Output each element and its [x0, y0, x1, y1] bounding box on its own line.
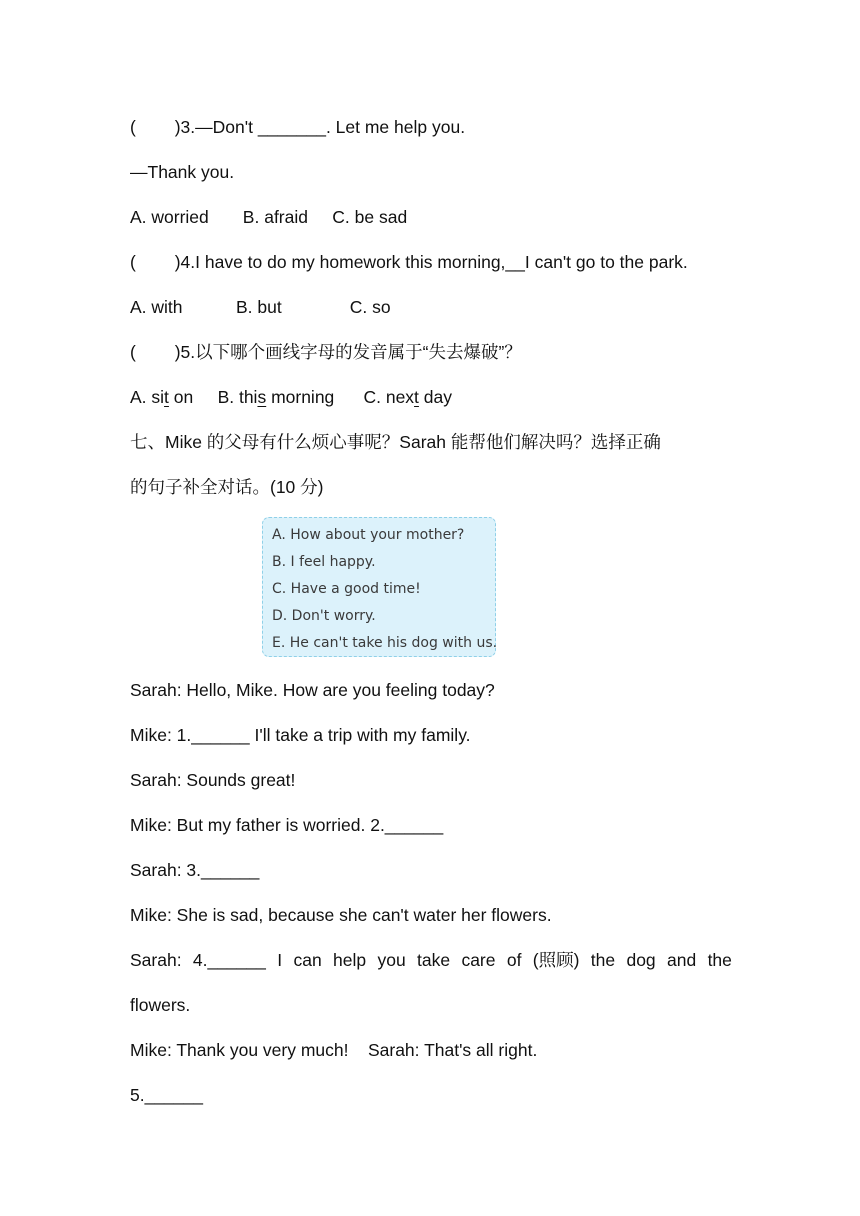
option-b-underlined-letter: s	[257, 387, 267, 407]
word: the	[707, 950, 732, 970]
dialogue-line-10: 5.______	[130, 1085, 203, 1105]
option-a-underlined-letter: t	[164, 387, 169, 407]
dialogue-line-6: Mike: She is sad, because she can't water her flowers.	[130, 905, 552, 925]
box-option-e: E. He can't take his dog with us.	[272, 635, 498, 651]
dialogue-line-5: Sarah: 3.______	[130, 860, 260, 880]
word: can	[293, 950, 322, 970]
dialogue-line-7	[130, 948, 732, 972]
word: care	[461, 950, 496, 970]
question-3-reply: —Thank you.	[130, 162, 235, 182]
question-4-options: A. with B. but C. so	[130, 297, 391, 317]
dialogue-line-9: Mike: Thank you very much! Sarah: That's all right.	[130, 1040, 538, 1060]
box-option-d: D. Don't worry.	[272, 608, 376, 624]
option-a-text-end: on	[168, 387, 218, 407]
word: 4.______	[192, 950, 266, 970]
word: help	[333, 950, 367, 970]
option-c-text: C. nex	[363, 387, 415, 407]
option-b-text-end: morning	[266, 387, 364, 407]
dialogue-line-8: flowers.	[130, 995, 191, 1015]
option-b-text: B. thi	[217, 387, 258, 407]
word: the	[590, 950, 616, 970]
question-5-options	[130, 385, 452, 409]
word: dog	[626, 950, 656, 970]
word: you	[377, 950, 406, 970]
dialogue-line-3: Sarah: Sounds great!	[130, 770, 296, 790]
box-option-b: B. I feel happy.	[272, 554, 376, 570]
word: and	[667, 950, 697, 970]
word: Sarah:	[130, 950, 182, 970]
section-7-heading-line2: 的句子补全对话。(10 分)	[130, 477, 324, 497]
word: I	[277, 950, 283, 970]
question-3-stem: ( )3.—Don't _______. Let me help you.	[130, 117, 466, 137]
word: of	[506, 950, 522, 970]
question-3-options: A. worried B. afraid C. be sad	[130, 207, 408, 227]
answer-options-box	[262, 517, 496, 657]
dialogue-line-1: Sarah: Hello, Mike. How are you feeling today?	[130, 680, 495, 700]
section-7-heading-line1: 七、Mike 的父母有什么烦心事呢？Sarah 能帮他们解决吗？选择正确	[130, 432, 661, 452]
question-4-stem: ( )4.I have to do my homework this morning,__I can't go to the park.	[130, 252, 688, 272]
option-c-text-end: day	[418, 387, 452, 407]
box-option-a: A. How about your mother?	[272, 527, 465, 543]
option-a-text: A. si	[130, 387, 165, 407]
word: (照顾)	[532, 950, 580, 970]
option-c-underlined-letter: t	[414, 387, 419, 407]
question-5-stem: ( )5.以下哪个画线字母的发音属于“失去爆破”？	[130, 342, 522, 362]
box-option-c: C. Have a good time!	[272, 581, 421, 597]
dialogue-line-4: Mike: But my father is worried. 2.______	[130, 815, 444, 835]
word: take	[417, 950, 451, 970]
dialogue-line-2: Mike: 1.______ I'll take a trip with my family.	[130, 725, 471, 745]
